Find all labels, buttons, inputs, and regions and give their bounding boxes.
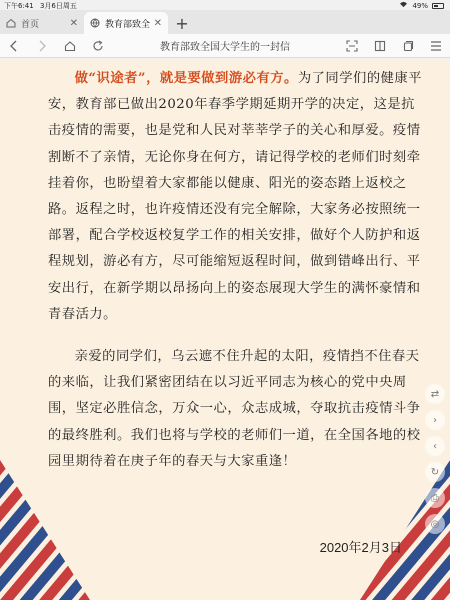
highlight-phrase: 做“识途者”，就是要做到游必有方。: [74, 71, 298, 86]
home-button[interactable]: [56, 34, 84, 58]
status-date: 3月6日周五: [39, 2, 77, 10]
reload-button[interactable]: [84, 34, 112, 58]
print-icon[interactable]: ⎙: [425, 488, 445, 508]
letter-body: [48, 66, 426, 475]
paragraph-text: 为了同学们的健康平安，教育部已做出2020年春季学期延期开学的决定，这是抗击疫情的需要，也是党和人民对莘莘学子的关心和厚爱。疫情割断不了亲情，无论你身在何方，请记得学校的老师们时刻牵挂着你，也盼望着大家都能以健康、阳光的姿态踏上返校之路。返程之时，也许疫情还没有完全解除，大家务必按照统一部署，配合学校返校复学工作的相关安排，做好个人防护和返程规划，游必有方，尽可能缩短返程时间，做到错峰出行、平安出行，在新学期以昂扬向上的姿态展现大学生的满怀豪情和青春活力。: [48, 71, 423, 322]
scan-icon[interactable]: [338, 34, 366, 58]
reader-mode-icon[interactable]: [366, 34, 394, 58]
letter-paragraph: [48, 66, 426, 328]
home-icon: [6, 18, 16, 28]
chevron-left-icon[interactable]: ‹: [425, 436, 445, 456]
menu-icon[interactable]: [422, 34, 450, 58]
back-button[interactable]: [0, 34, 28, 58]
forward-button[interactable]: [28, 34, 56, 58]
new-tab-button[interactable]: +: [175, 13, 189, 33]
floating-toolbar: [424, 384, 446, 534]
battery-icon: [432, 3, 444, 9]
status-right: [399, 1, 444, 10]
globe-icon: [90, 18, 100, 28]
tab-label: 教育部致全: [105, 19, 151, 30]
address-bar[interactable]: 教育部致全国大学生的一封信: [160, 42, 290, 53]
status-bar: [0, 0, 450, 10]
status-time: 下午6:41: [4, 2, 34, 10]
wifi-icon: [399, 1, 408, 10]
tab-home[interactable]: [0, 12, 84, 34]
tab-strip: [0, 10, 450, 34]
tab-label: 首页: [21, 19, 40, 30]
battery-percent: 49%: [412, 1, 428, 10]
swap-icon[interactable]: ⇄: [425, 384, 445, 404]
letter-date: 2020年2月3日: [319, 540, 402, 555]
close-icon[interactable]: ✕: [69, 17, 78, 29]
letter-paragraph: 亲爱的同学们，乌云遮不住升起的太阳，疫情挡不住春天的来临，让我们紧密团结在以习近平同志为核心的党中央周围，坚定必胜信念，万众一心，众志成城，夺取抗击疫情斗争的最终胜利。我们也将与学校的老师们一道，在全国各地的校园里期待着在庚子年的春天与大家重逢！: [48, 349, 421, 469]
close-icon[interactable]: ✕: [153, 17, 162, 29]
airmail-border-decoration: [0, 460, 450, 600]
chevron-right-icon[interactable]: ›: [425, 410, 445, 430]
browser-toolbar: [0, 34, 450, 58]
tabs-overview-icon[interactable]: [394, 34, 422, 58]
tab-letter[interactable]: [84, 12, 168, 34]
page-content: [0, 59, 450, 600]
settings-icon[interactable]: ◎: [425, 514, 445, 534]
refresh-icon[interactable]: ↻: [425, 462, 445, 482]
